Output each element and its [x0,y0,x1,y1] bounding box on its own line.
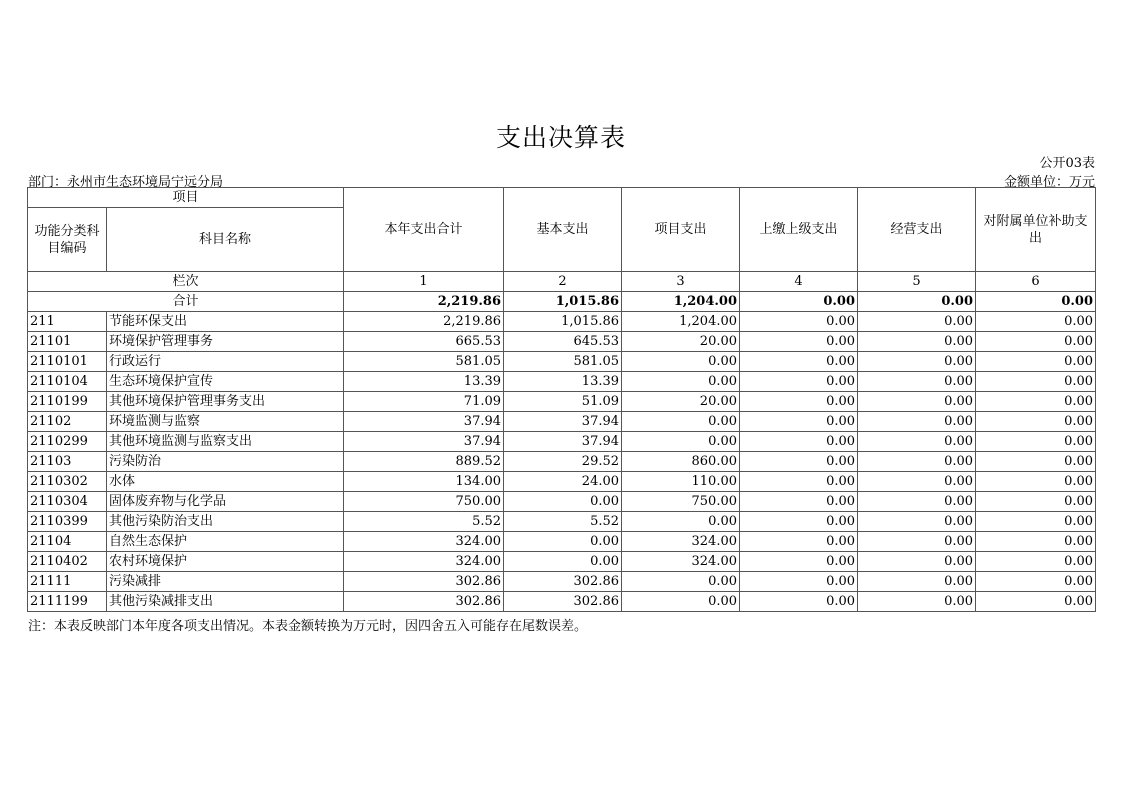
row-value: 0.00 [740,552,858,572]
page-title: 支出决算表 [495,123,626,152]
row-value: 0.00 [976,472,1096,492]
row-value: 0.00 [740,392,858,412]
row-value: 0.00 [504,532,622,552]
row-value: 0.00 [976,492,1096,512]
row-value: 0.00 [740,492,858,512]
row-name: 污染防治 [107,452,344,472]
row-value: 0.00 [740,312,858,332]
row-value: 0.00 [976,512,1096,532]
row-code: 21101 [28,332,107,352]
row-value: 324.00 [344,552,504,572]
row-name: 其他环境监测与监察支出 [107,432,344,452]
row-value: 37.94 [504,412,622,432]
row-value: 0.00 [976,432,1096,452]
row-value: 2,219.86 [344,312,504,332]
header-col-3: 项目支出 [622,188,740,272]
row-value: 0.00 [858,352,976,372]
total-value: 2,219.86 [344,292,504,312]
row-value: 0.00 [740,472,858,492]
row-value: 302.86 [344,572,504,592]
row-value: 0.00 [740,432,858,452]
expenditure-table [27,187,1096,612]
table-row [28,592,1096,612]
row-value: 0.00 [740,532,858,552]
row-value: 0.00 [976,452,1096,472]
row-value: 324.00 [344,532,504,552]
header-code: 功能分类科目编码 [28,208,107,272]
row-value: 860.00 [622,452,740,472]
col-index-label: 栏次 [28,272,344,292]
row-value: 134.00 [344,472,504,492]
table-row [28,332,1096,352]
row-value: 0.00 [858,332,976,352]
row-code: 2110304 [28,492,107,512]
total-value: 0.00 [858,292,976,312]
header-col-6: 对附属单位补助支出 [976,188,1096,272]
row-value: 0.00 [858,452,976,472]
row-value: 0.00 [504,552,622,572]
table-row [28,412,1096,432]
unit-label: 金额单位：万元 [1003,175,1095,190]
row-value: 0.00 [740,352,858,372]
row-code: 2111199 [28,592,107,612]
row-code: 21102 [28,412,107,432]
row-value: 1,204.00 [622,312,740,332]
row-value: 665.53 [344,332,504,352]
row-value: 51.09 [504,392,622,412]
row-value: 0.00 [858,312,976,332]
row-code: 211 [28,312,107,332]
row-value: 0.00 [858,592,976,612]
row-value: 0.00 [976,332,1096,352]
row-name: 节能环保支出 [107,312,344,332]
row-name: 其他污染防治支出 [107,512,344,532]
row-value: 37.94 [344,412,504,432]
row-code: 21111 [28,572,107,592]
row-value: 324.00 [622,552,740,572]
table-row [28,552,1096,572]
row-code: 2110302 [28,472,107,492]
table-row [28,572,1096,592]
col-index-3: 3 [622,272,740,292]
row-value: 13.39 [344,372,504,392]
row-value: 0.00 [858,492,976,512]
row-value: 302.86 [504,572,622,592]
row-name: 农村环境保护 [107,552,344,572]
row-value: 0.00 [976,312,1096,332]
row-name: 环境监测与监察 [107,412,344,432]
row-code: 2110104 [28,372,107,392]
row-name: 其他污染减排支出 [107,592,344,612]
table-row [28,492,1096,512]
row-value: 0.00 [976,532,1096,552]
row-value: 0.00 [622,432,740,452]
table-row [28,372,1096,392]
row-value: 0.00 [858,532,976,552]
row-name: 行政运行 [107,352,344,372]
row-value: 24.00 [504,472,622,492]
row-name: 水体 [107,472,344,492]
table-row [28,452,1096,472]
row-name: 固体废弃物与化学品 [107,492,344,512]
row-value: 20.00 [622,392,740,412]
table-row [28,312,1096,332]
table-tag: 公开03表 [1039,156,1095,171]
row-code: 2110299 [28,432,107,452]
row-value: 750.00 [622,492,740,512]
footnote: 注：本表反映部门本年度各项支出情况。本表金额转换为万元时，因四舍五入可能存在尾数误差。 [28,619,588,634]
header-col-2: 基本支出 [504,188,622,272]
row-name: 生态环境保护宣传 [107,372,344,392]
row-value: 0.00 [858,392,976,412]
row-value: 750.00 [344,492,504,512]
row-value: 29.52 [504,452,622,472]
row-name: 环境保护管理事务 [107,332,344,352]
table-row [28,472,1096,492]
row-value: 0.00 [622,572,740,592]
row-value: 0.00 [976,392,1096,412]
row-value: 5.52 [504,512,622,532]
header-name: 科目名称 [107,208,344,272]
row-value: 0.00 [858,432,976,452]
row-value: 13.39 [504,372,622,392]
row-value: 0.00 [740,452,858,472]
row-value: 889.52 [344,452,504,472]
header-col-4: 上缴上级支出 [740,188,858,272]
row-value: 0.00 [740,412,858,432]
table-row [28,512,1096,532]
row-value: 0.00 [740,372,858,392]
total-value: 0.00 [740,292,858,312]
table-row [28,432,1096,452]
table-row [28,532,1096,552]
row-value: 20.00 [622,332,740,352]
row-code: 21103 [28,452,107,472]
row-value: 0.00 [976,372,1096,392]
total-row [28,292,1096,312]
row-value: 0.00 [622,352,740,372]
row-value: 37.94 [504,432,622,452]
row-value: 110.00 [622,472,740,492]
col-index-6: 6 [976,272,1096,292]
row-value: 0.00 [740,512,858,532]
row-name: 污染减排 [107,572,344,592]
header-project: 项目 [28,188,344,208]
table-row [28,392,1096,412]
row-value: 0.00 [976,352,1096,372]
row-value: 0.00 [858,572,976,592]
row-value: 0.00 [740,572,858,592]
header-col-1: 本年支出合计 [344,188,504,272]
row-value: 0.00 [858,472,976,492]
row-value: 0.00 [976,552,1096,572]
row-value: 0.00 [858,512,976,532]
row-value: 0.00 [858,552,976,572]
total-value: 1,204.00 [622,292,740,312]
row-code: 2110199 [28,392,107,412]
row-value: 1,015.86 [504,312,622,332]
row-name: 自然生态保护 [107,532,344,552]
row-value: 0.00 [858,412,976,432]
row-value: 0.00 [740,332,858,352]
row-code: 2110399 [28,512,107,532]
row-value: 0.00 [504,492,622,512]
col-index-2: 2 [504,272,622,292]
row-value: 0.00 [976,572,1096,592]
row-value: 0.00 [858,372,976,392]
row-value: 302.86 [344,592,504,612]
header-col-5: 经营支出 [858,188,976,272]
row-value: 37.94 [344,432,504,452]
row-value: 71.09 [344,392,504,412]
col-index-5: 5 [858,272,976,292]
total-value: 1,015.86 [504,292,622,312]
row-value: 0.00 [976,592,1096,612]
row-value: 0.00 [622,512,740,532]
department-label: 部门：永州市生态环境局宁远分局 [28,175,224,190]
row-name: 其他环境保护管理事务支出 [107,392,344,412]
row-value: 324.00 [622,532,740,552]
row-value: 0.00 [622,412,740,432]
row-value: 0.00 [976,412,1096,432]
col-index-1: 1 [344,272,504,292]
row-value: 645.53 [504,332,622,352]
table-row [28,352,1096,372]
row-code: 2110402 [28,552,107,572]
col-index-4: 4 [740,272,858,292]
row-code: 2110101 [28,352,107,372]
row-code: 21104 [28,532,107,552]
row-value: 581.05 [504,352,622,372]
row-value: 0.00 [622,592,740,612]
row-value: 5.52 [344,512,504,532]
total-value: 0.00 [976,292,1096,312]
row-value: 302.86 [504,592,622,612]
total-label: 合计 [28,292,344,312]
row-value: 0.00 [622,372,740,392]
row-value: 581.05 [344,352,504,372]
row-value: 0.00 [740,592,858,612]
